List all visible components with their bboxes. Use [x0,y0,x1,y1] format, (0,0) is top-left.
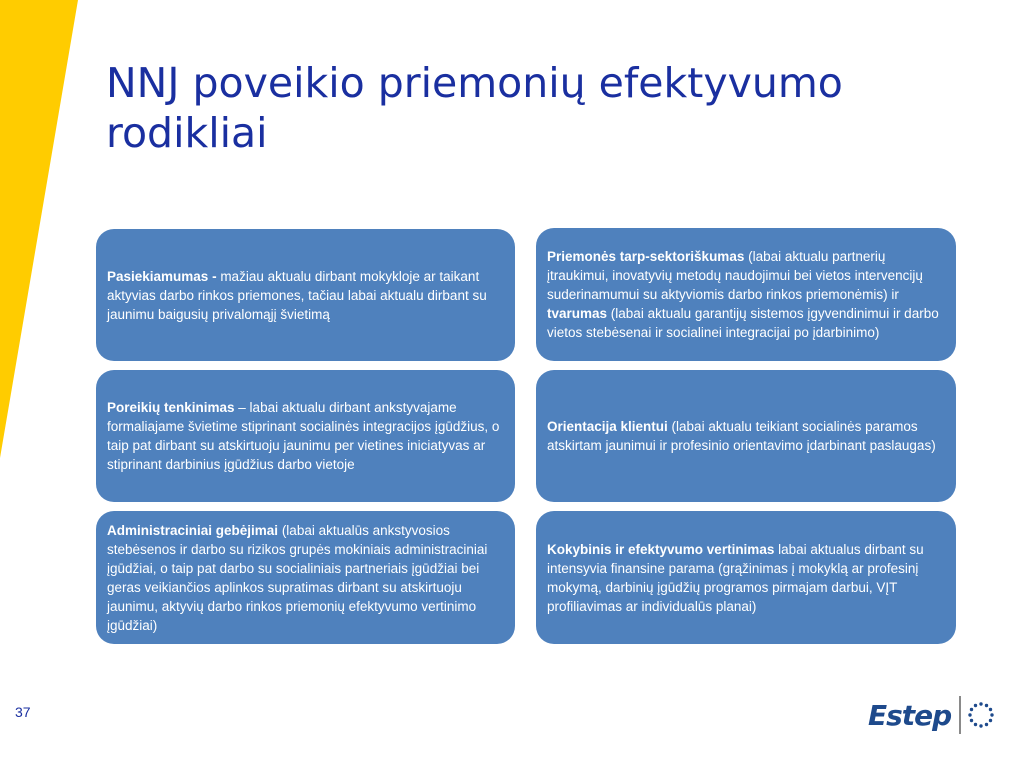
box-poreikiu-tenkinimas-text: – labai aktualu dirbant ankstyvajame formaliajame švietime stiprinant socialinės integracijos įgūdžius, o taip pat dirbant su atskirtuoju jaunimu per vietines iniciatyvas ar stiprinant darbinius įgūdžius darbo vietoje [107,400,500,472]
box-pasiekiamumas [96,229,515,361]
box-administraciniai-gebejimai [96,511,515,644]
box-poreikiu-tenkinimas [96,370,515,502]
estep-logo [868,696,995,734]
box-kokybinis-vertinimas-heading: Kokybinis ir efektyvumo vertinimas [547,541,775,557]
logo-divider [959,696,961,734]
box-tarp-sektoriskumas-heading: Priemonės tarp-sektoriškumas [547,249,745,264]
box-tvarumas-heading: tvarumas [547,306,608,321]
box-orientacija-klientui-text: (labai aktualu teikiant socialinės paramos atskirtam jaunimui ir profesinio orientavimo įdarbinant paslaugas) [547,419,936,453]
box-poreikiu-tenkinimas-heading: Poreikių tenkinimas [107,400,235,415]
box-pasiekiamumas-heading: Pasiekiamumas - [107,268,217,284]
box-orientacija-klientui [536,370,956,502]
page-title: NNJ poveikio priemonių efektyvumo rodikliai [106,59,843,157]
eu-stars-icon [967,701,995,729]
box-tarp-sektoriskumas-text: (labai aktualu partnerių įtraukimui, inovatyvių metodų naudojimui bei vietos intervencijų suderinamumui su aktyviomis darbo rinkos priemonėmis) ir [547,249,923,302]
box-pasiekiamumas-text: mažiau aktualu dirbant mokykloje ar taikant aktyvias darbo rinkos priemones, tačiau labai aktualu dirbant su jaunimu baigusių privalomąjį švietimą [107,268,487,322]
box-kokybinis-vertinimas-text: labai aktualus dirbant su intensyvia finansine parama (grąžinimas į mokyklą ar profesinį mokymą, darbinių įgūdžių programos pirmajam darbui, VĮT profiliavimas ar individualūs planai) [547,541,924,614]
box-tarp-sektoriskumas [536,228,956,361]
page-number: 37 [15,704,31,720]
box-orientacija-klientui-heading: Orientacija klientui [547,419,668,434]
box-tvarumas-text: (labai aktualu garantijų sistemos įgyvendinimui ir darbo vietos stebėsenai ir socialinei integracijai po įdarbinimo) [547,306,939,340]
box-administraciniai-gebejimai-text: (labai aktualūs ankstyvosios stebėsenos ir darbo su rizikos grupės mokiniais administraciniai įgūdžiai, o taip pat darbo su socialiniais partneriais įgūdžiai bei geras veikiančios aplinkos supratimas dirbant su atskirtuoju jaunimu, aktyvių darbo rinkos priemonių efektyvumo vertinimo įgūdžiai) [107,522,488,633]
yellow-accent-stripe [0,0,90,480]
box-kokybinis-vertinimas [536,511,956,644]
estep-logo-text: Estep [868,698,952,732]
box-administraciniai-gebejimai-heading: Administraciniai gebėjimai [107,522,279,538]
